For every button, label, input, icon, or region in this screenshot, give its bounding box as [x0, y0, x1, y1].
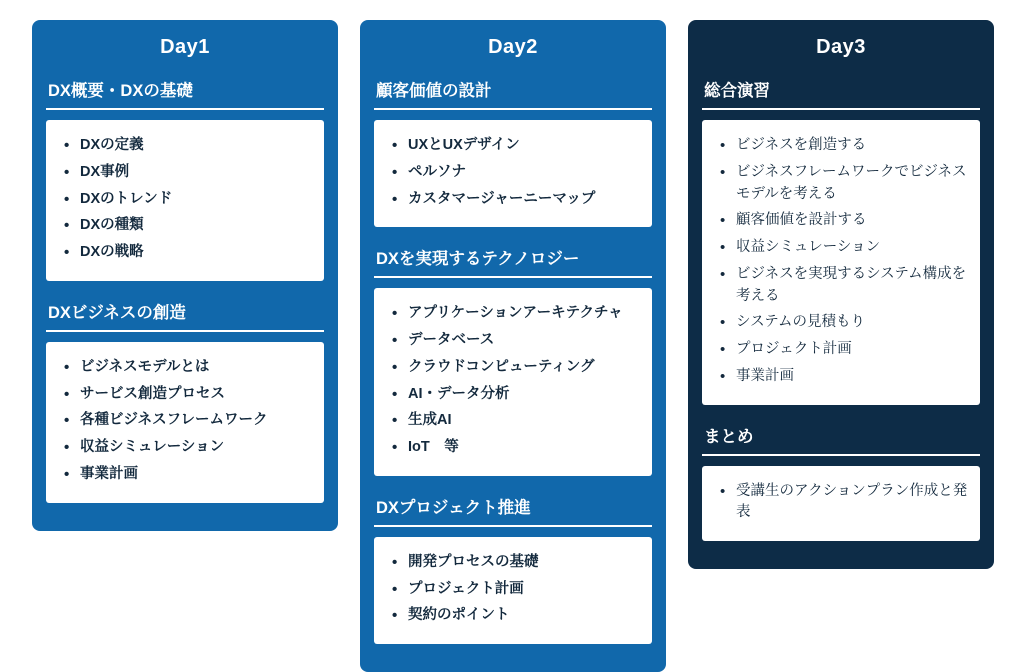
section-comprehensive-exercise: [688, 73, 994, 405]
list-item: • プロジェクト計画: [734, 339, 972, 361]
topic-list: [710, 135, 972, 388]
section-card: [702, 120, 980, 405]
list-item: • プロジェクト計画: [406, 579, 644, 601]
list-item: • アプリケーションアーキテクチャ: [406, 303, 644, 325]
section-dx-technology: [360, 241, 666, 476]
topic-list: [710, 481, 972, 525]
list-item: • システムの見積もり: [734, 312, 972, 334]
section-customer-value-design: [360, 73, 666, 227]
list-item: • カスタマージャーニーマップ: [406, 189, 644, 211]
topic-list: [382, 552, 644, 627]
section-dx-project-promotion: [360, 490, 666, 644]
list-item: • 受講生のアクションプラン作成と発表: [734, 481, 972, 525]
list-item: • DXの定義: [78, 135, 316, 157]
list-item: • ビジネスを創造する: [734, 135, 972, 157]
column-title: Day2: [488, 36, 538, 58]
column-day2: [360, 20, 666, 672]
list-item: • DX事例: [78, 162, 316, 184]
list-item: • ペルソナ: [406, 162, 644, 184]
section-card: [374, 120, 652, 227]
column-title: Day3: [816, 36, 866, 58]
list-item: • 収益シミュレーション: [78, 437, 316, 459]
section-heading: 総合演習: [702, 73, 980, 110]
topic-list: [54, 135, 316, 264]
section-card: [46, 342, 324, 503]
section-heading: DXビジネスの創造: [46, 295, 324, 332]
section-dx-business-creation: [32, 295, 338, 503]
topic-list: [54, 357, 316, 486]
section-heading: DXを実現するテクノロジー: [374, 241, 652, 278]
section-summary: [688, 419, 994, 542]
list-item: • 契約のポイント: [406, 605, 644, 627]
section-heading: DX概要・DXの基礎: [46, 73, 324, 110]
list-item: • UXとUXデザイン: [406, 135, 644, 157]
list-item: • クラウドコンピューティング: [406, 357, 644, 379]
section-card: [46, 120, 324, 281]
topic-list: [382, 303, 644, 459]
section-heading: 顧客価値の設計: [374, 73, 652, 110]
section-card: [702, 466, 980, 542]
section-card: [374, 537, 652, 644]
section-heading: まとめ: [702, 419, 980, 456]
list-item: • DXの種類: [78, 215, 316, 237]
list-item: • 事業計画: [734, 366, 972, 388]
list-item: • 顧客価値を設計する: [734, 210, 972, 232]
section-dx-overview: [32, 73, 338, 281]
list-item: • サービス創造プロセス: [78, 384, 316, 406]
list-item: • 事業計画: [78, 464, 316, 486]
list-item: • データベース: [406, 330, 644, 352]
section-card: [374, 288, 652, 476]
list-item: • DXのトレンド: [78, 189, 316, 211]
column-title: Day1: [160, 36, 210, 58]
list-item: • ビジネスフレームワークでビジネスモデルを考える: [734, 162, 972, 206]
list-item: • 各種ビジネスフレームワーク: [78, 410, 316, 432]
section-heading: DXプロジェクト推進: [374, 490, 652, 527]
column-day3: [688, 20, 994, 569]
column-day1: [32, 20, 338, 531]
list-item: • 生成AI: [406, 410, 644, 432]
list-item: • DXの戦略: [78, 242, 316, 264]
list-item: • AI・データ分析: [406, 384, 644, 406]
list-item: • ビジネスモデルとは: [78, 357, 316, 379]
topic-list: [382, 135, 644, 210]
list-item: • IoT 等: [406, 437, 644, 459]
list-item: • 開発プロセスの基礎: [406, 552, 644, 574]
list-item: • 収益シミュレーション: [734, 237, 972, 259]
list-item: • ビジネスを実現するシステム構成を考える: [734, 264, 972, 308]
